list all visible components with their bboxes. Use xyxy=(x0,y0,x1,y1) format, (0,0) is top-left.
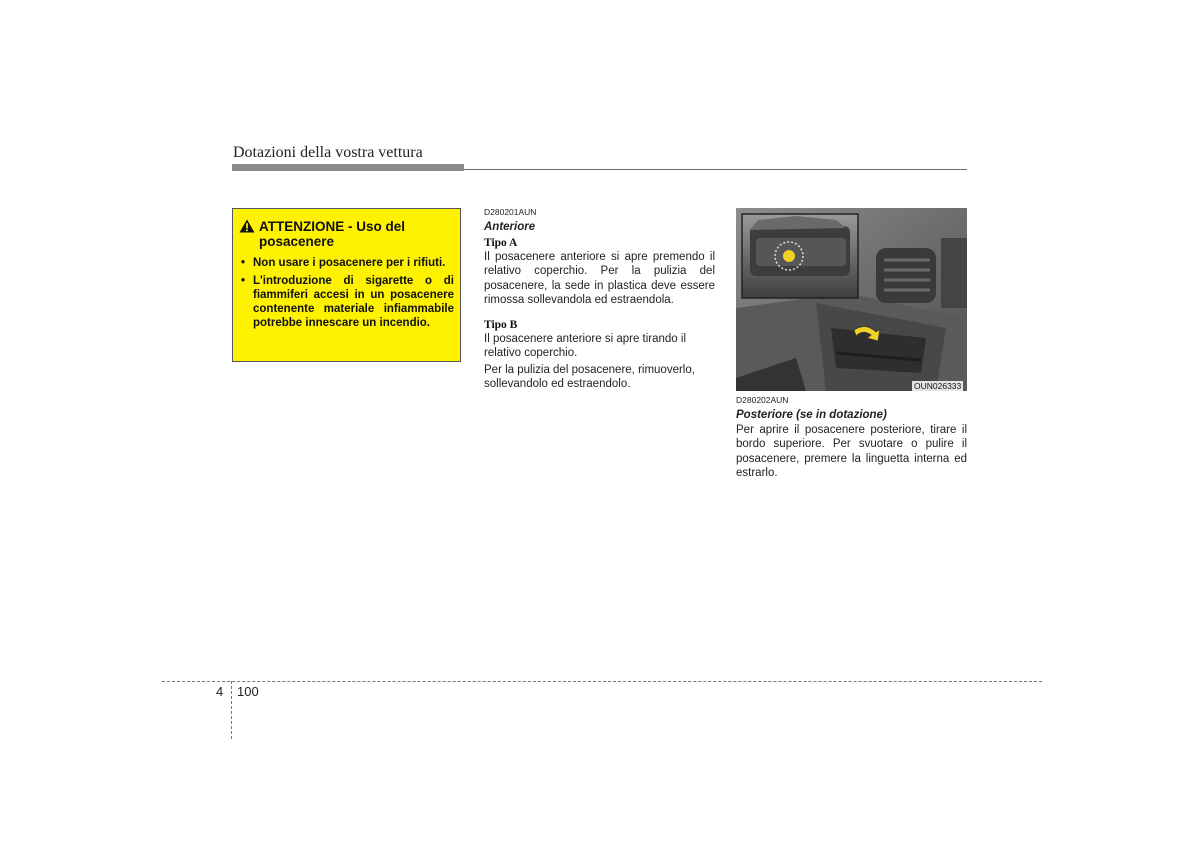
tipo-a-text: Il posacenere anteriore si apre premendo il relativo coperchio. Per la pulizia del posacenere, la sede in plastica deve essere rimossa sollevandola ed estraendola. xyxy=(484,251,715,306)
ashtray-photo xyxy=(736,208,967,391)
footer-vertical-dashed-line xyxy=(231,681,232,739)
warning-item: • Non usare i posacenere per i rifiuti. xyxy=(239,256,454,270)
rear-text: Per aprire il posacenere posteriore, tirare il bordo superiore. Per svuotare o pulire il posacenere, premere la linguetta interna ed estrarlo. xyxy=(736,424,967,479)
section-number: 4 xyxy=(216,684,224,699)
page-number: 100 xyxy=(237,684,259,699)
section-heading: Posteriore (se in dotazione) xyxy=(736,409,887,421)
tipo-a-label: Tipo A xyxy=(484,237,518,249)
warning-box xyxy=(232,208,461,362)
tipo-b-label: Tipo B xyxy=(484,319,518,332)
image-code: OUN026333 xyxy=(914,381,962,391)
tipo-b-text: Il posacenere anteriore si apre tirando il relativo coperchio. xyxy=(484,333,687,360)
page-header-title: Dotazioni della vostra vettura xyxy=(233,144,423,161)
header-rule-thick xyxy=(232,164,464,171)
section-code: D280201AUN xyxy=(484,207,537,217)
rear-ashtray-section xyxy=(736,395,967,480)
warning-title: ATTENZIONE - Uso del posacenere xyxy=(259,219,406,249)
tipo-b-cleaning-text: Per la pulizia del posacenere, rimuoverlo, sollevandolo ed estraendolo. xyxy=(484,363,695,391)
section-heading: Anteriore xyxy=(484,221,536,233)
front-ashtray-section xyxy=(484,207,715,391)
section-code: D280202AUN xyxy=(736,395,789,405)
header-rule-thin xyxy=(464,169,967,170)
warning-heading xyxy=(239,219,454,249)
footer-dashed-line xyxy=(162,681,1042,682)
warning-triangle-icon xyxy=(239,219,259,236)
warning-list xyxy=(239,256,454,330)
warning-item: • L'introduzione di sigarette o di fiammiferi accesi in un posacenere contenente materiale infiammabile potrebbe innescare un incendio. xyxy=(239,274,454,330)
